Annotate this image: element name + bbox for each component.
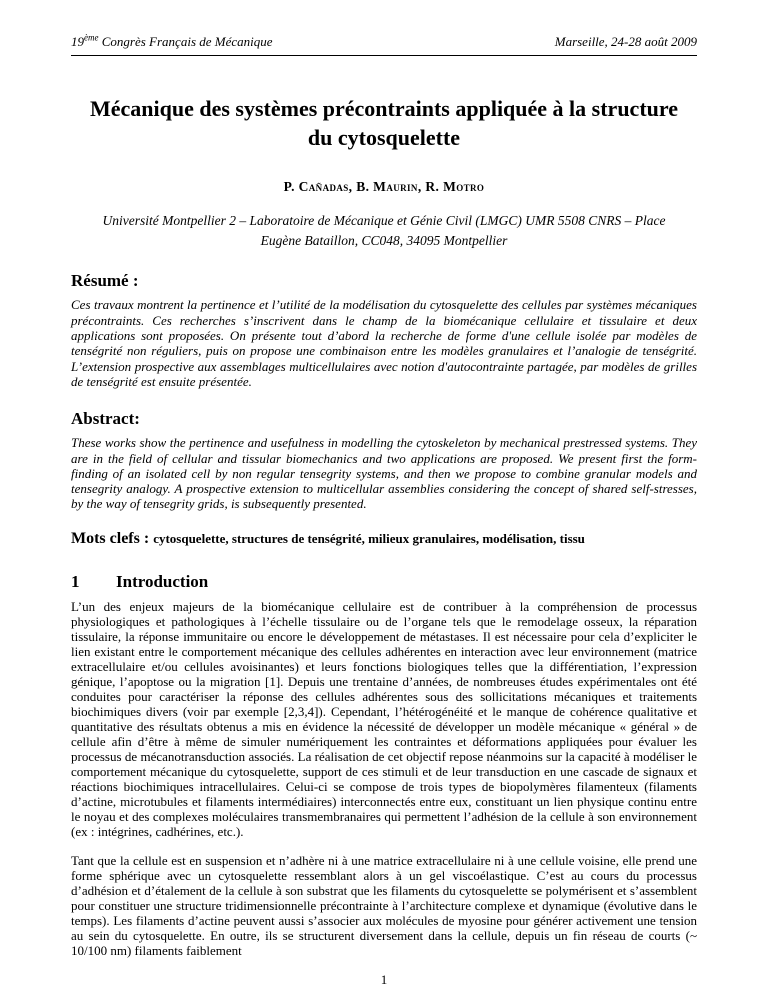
header-conference-ordinal: ème bbox=[84, 32, 99, 43]
keywords-text: cytosquelette, structures de tenségrité, milieux granulaires, modélisation, tissu bbox=[153, 530, 585, 546]
abstract-heading: Abstract: bbox=[71, 409, 140, 429]
running-header bbox=[71, 34, 697, 50]
intro-paragraph-2: Tant que la cellule est en suspension et n’adhère ni à une matrice extracellulaire ni à une cellule voisine, elle prend une forme sphérique avec un cytosquelette ressemblant alors à un gel viscoélastique. C’est au cours du processus d’adhésion et d’étalement de la cellule à son substrat que les filaments du cytosquelette se polymérisent et s’assemblent pour constituer une structure tridimensionnelle précontrainte à l’architecture complexe et dynamique (évolutive dans le temps). Les filaments d’actine peuvent aussi s’associer aux molécules de myosine pour générer activement une tension au sein du cytosquelette. En outre, ils se structurent diversement dans la cellule, depuis un fin réseau de courts (~ 10/100 nm) filaments faiblement bbox=[71, 852, 697, 958]
keywords-label: Mots clefs : bbox=[71, 529, 150, 547]
header-conference-number: 19 bbox=[71, 34, 84, 49]
page-number: 1 bbox=[380, 971, 388, 987]
header-conference bbox=[71, 34, 273, 50]
header-conference-name: Congrès Français de Mécanique bbox=[98, 34, 273, 49]
section-1-title: Introduction bbox=[116, 571, 209, 591]
section-1-number: 1 bbox=[71, 571, 80, 591]
abstract-body: These works show the pertinence and usefulness in modelling the cytoskeleton by mechanical prestressed systems. They are in the field of cellular and tissular biomechanics and two applications are proposed. We present first the form-finding of an isolated cell by non regular tensegrity systems, and then we propose to combine granular models and tensegrity analogy. A prospective extension to multicellular assemblies considering the concept of shared self-stresses, by the way of tensegrity grids, is subsequently presented. bbox=[71, 435, 697, 512]
section-1-heading bbox=[71, 572, 697, 592]
affiliation-line: Université Montpellier 2 – Laboratoire de Mécanique et Génie Civil (LMGC) UMR 5508 CNRS – Place Eugène Bataillon, CC048, 34095 Montpellier bbox=[102, 212, 666, 249]
header-location-date: Marseille, 24-28 août 2009 bbox=[554, 34, 697, 49]
authors-line: P. Cañadas, B. Maurin, R. Motro bbox=[283, 178, 485, 194]
resume-body: Ces travaux montrent la pertinence et l’utilité de la modélisation du cytosquelette des cellules par systèmes mécaniques précontraints. Ces recherches s’inscrivent dans le champ de la biomécanique cellulaire et tissulaire et deux applications sont proposées. On présente tout d’abord la recherche de forme d'une cellule isolée par modèles de tenségrité non réguliers, puis on propose une combinaison entre les modèles granulaires et l’analogie de tenségrité. L’extension prospective aux assemblages multicellulaires avec notion d'autocontrainte partagée, par modèles de grilles de tenségrité est ensuite présentée. bbox=[71, 297, 697, 389]
header-rule bbox=[71, 55, 697, 56]
paper-title: Mécanique des systèmes précontraints appliquée à la structure du cytosquelette bbox=[89, 95, 679, 151]
intro-paragraph-1: L’un des enjeux majeurs de la biomécanique cellulaire est de contribuer à la compréhension de processus physiologiques et pathologiques à l’échelle tissulaire ou de l’organe tels que le remodelage osseux, la réparation tissulaire, la réponse immunitaire ou encore le développement de métastases. Il est nécessaire pour cela d’expliciter le lien existant entre le comportement mécanique des cellules adhérentes en interaction avec leur environnement (matrice extracellulaire et/ou cellules avoisinantes) et leurs fonctions biologiques telles que la différentiation, l’expression génique, l’apoptose ou la migration [1]. Depuis une trentaine d’années, de nombreuses études expérimentales ont été conduites pour caractériser la réponse des cellules adhérentes sous des sollicitations mécaniques et traitements biochimiques divers (voir par exemple [2,3,4]). Cependant, l’hétérogénéité et le manque de cohérence qualitative et quantitative des résultats obtenus a mis en évidence la nécessité de développer un modèle mécanique « général » de cellule afin d’être à même de simuler numériquement les contraintes et déformations appliquées pour évaluer les processus de mécanotransduction associés. La réalisation de cet objectif repose néanmoins sur la capacité à modéliser le comportement mécanique du cytosquelette, support de ces stimuli et de leur transduction en une cascade de signaux et réactions biochimiques intracellulaires. Celui-ci se compose de trois types de biopolymères filamenteux (filaments d’actine, microtubules et filaments intermédiaires) interconnectés entre eux, constituant un lien physique continu entre le noyau et des complexes moléculaires transmembranaires qui permettent l’adhésion de la cellule à son environnement (ex : intégrines, cadhérines, etc.). bbox=[71, 598, 697, 839]
resume-heading: Résumé : bbox=[71, 271, 139, 291]
keywords-line bbox=[71, 529, 697, 550]
